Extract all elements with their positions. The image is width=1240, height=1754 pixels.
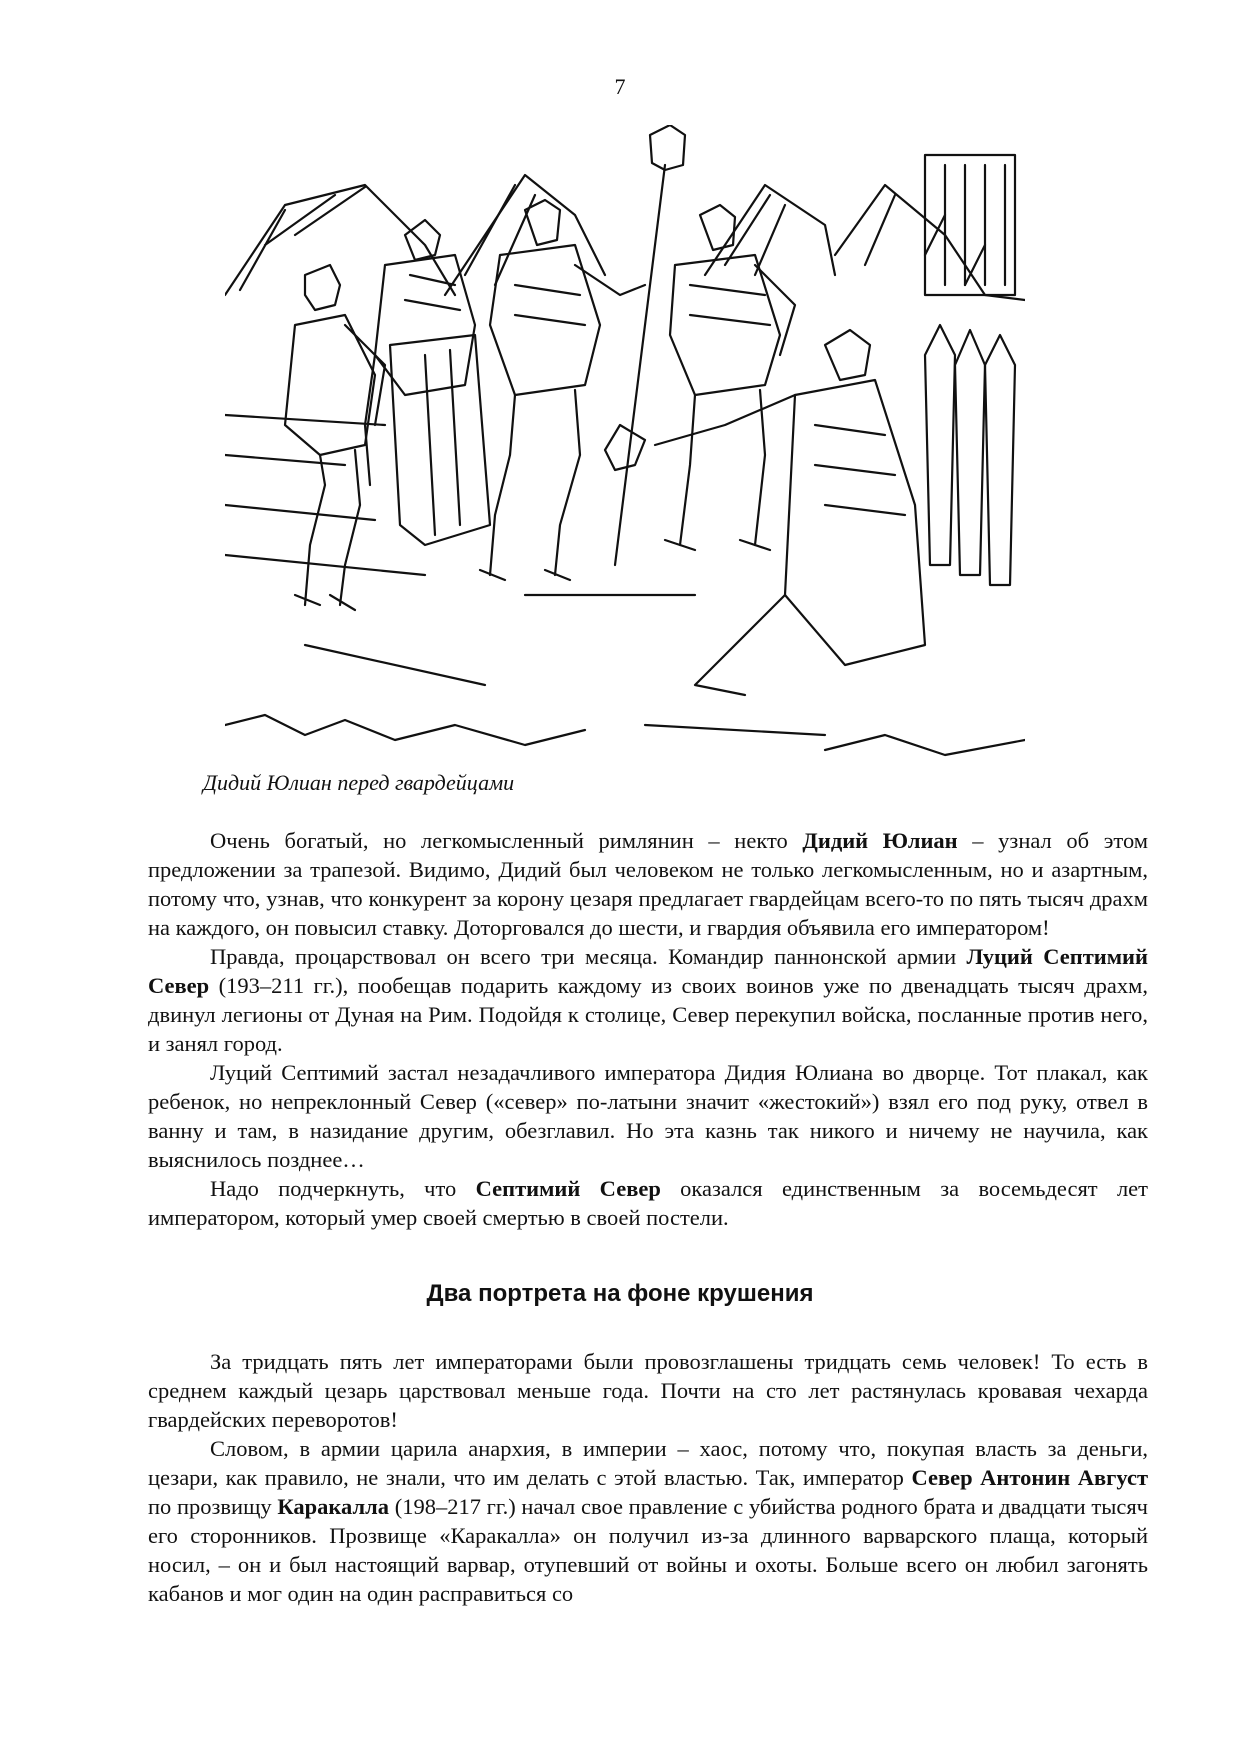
text: Правда, процарствовал он всего три месяца. Командир паннонской армии	[210, 944, 967, 969]
bold-name: Север Антонин Август	[911, 1465, 1148, 1490]
paragraph	[148, 942, 1148, 1058]
illustration-caption: Дидий Юлиан перед гвардейцами	[203, 770, 515, 795]
text: по прозвищу	[148, 1494, 278, 1519]
text: Надо подчеркнуть, что	[210, 1176, 476, 1201]
paragraph: За тридцать пять лет императорами были провозглашены тридцать семь человек! То есть в среднем каждый цезарь царствовал меньше года. Почти на сто лет растянулась кровавая чехарда гвардейских переворотов!	[148, 1349, 1148, 1432]
text: (193–211 гг.), пообещав подарить каждому из своих воинов уже по двенадцать тысяч драхм, двинул легионы от Дуная на Рим. Подойдя к столице, Север перекупил войска, посланные против него, и занял город.	[148, 973, 1148, 1056]
text: Очень богатый, но легкомысленный римлянин – некто	[210, 828, 803, 853]
bold-name: Дидий Юлиан	[802, 828, 958, 853]
page-number: 7	[614, 74, 626, 99]
text-section-1	[148, 826, 1148, 1232]
text-section-2	[148, 1347, 1148, 1608]
bold-name: Каракалла	[277, 1494, 389, 1519]
text: оказался единственным за восемьдесят лет императором, который умер своей смертью в своей постели.	[148, 1176, 1149, 1230]
bold-name: Луций Септимий Север	[148, 944, 1148, 998]
text: Словом, в армии царила анархия, в империи – хаос, потому что, покупая власть за деньги, цезари, как правило, не знали, что им делать с этой властью. Так, император	[148, 1436, 1148, 1490]
section-heading: Два портрета на фоне крушения	[426, 1280, 814, 1307]
paragraph	[148, 1434, 1148, 1608]
paragraph	[148, 826, 1148, 942]
paragraph: Луций Септимий застал незадачливого императора Дидия Юлиана во дворце. Тот плакал, как ребенок, но непреклонный Север («север» по-латыни значит «жестокий») взял его под руку, отвел в ванну и там, в назидание другим, обезглавил. Но эта казнь так никого и ничему не научила, как выяснилось позднее…	[148, 1060, 1148, 1172]
bold-name: Септимий Север	[475, 1176, 661, 1201]
paragraph	[148, 1174, 1148, 1232]
illustration-roman-guards	[225, 125, 1025, 765]
text: (198–217 гг.) начал свое правление с убийства родного брата и двадцати тысяч его сторонников. Прозвище «Каракалла» он получил из-за длинного варварского плаща, который носил, – он и был настоящий варвар, отупевший от войны и охоты. Больше всего он любил загонять кабанов и мог один на один расправиться со	[148, 1494, 1148, 1606]
text: – узнал об этом предложении за трапезой. Видимо, Дидий был человеком не только легкомысленным, но и азартным, потому что, узнав, что конкурент за корону цезаря предлагает гвардейцам всего-то по пять тысяч драхм на каждого, он повысил ставку. Доторговался до шести, и гвардия объявила его императором!	[148, 828, 1149, 940]
